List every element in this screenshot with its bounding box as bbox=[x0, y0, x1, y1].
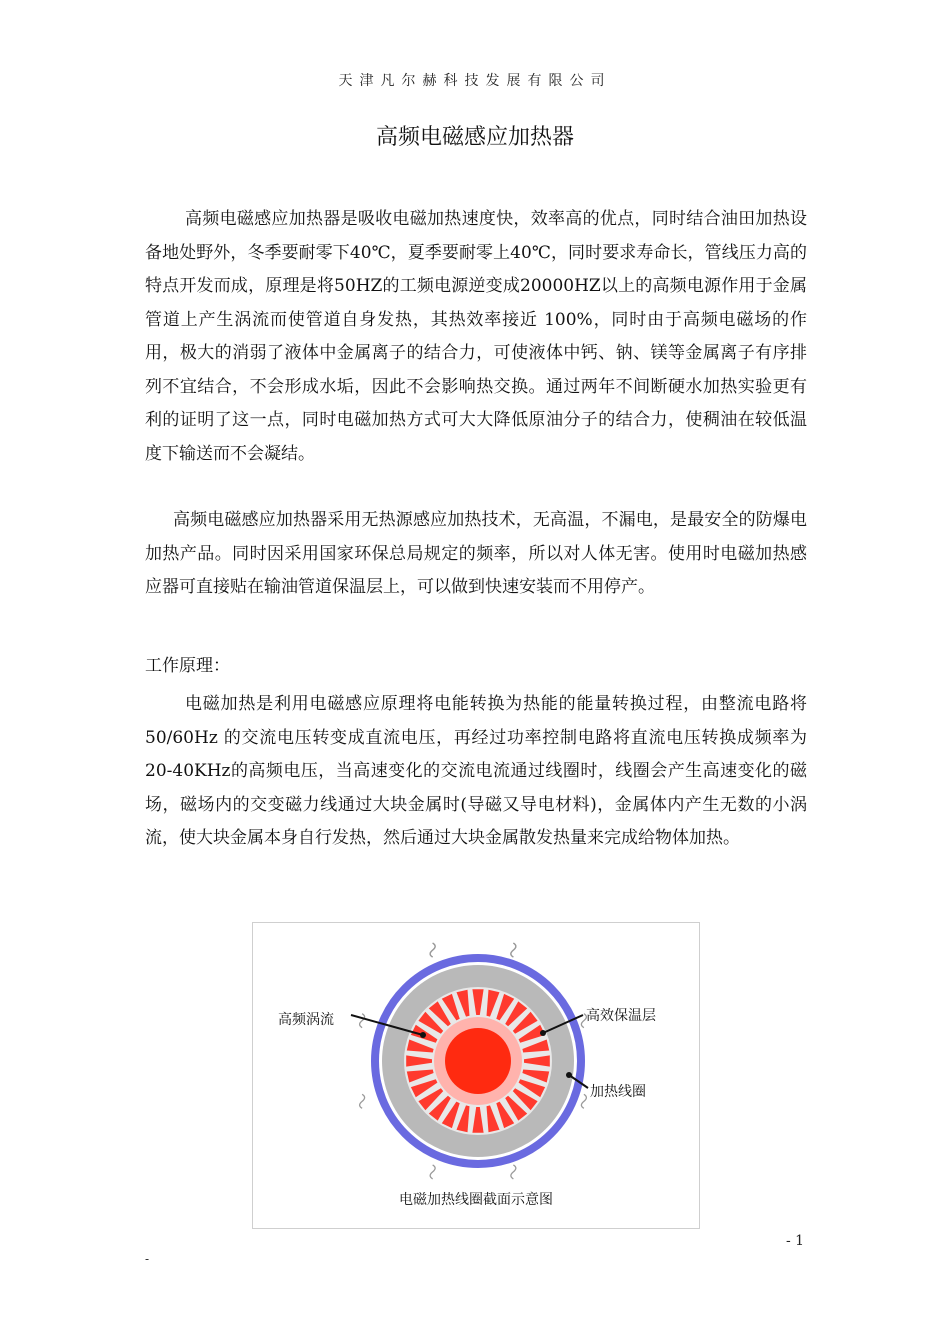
pointer-insulation-dot bbox=[540, 1030, 546, 1036]
page-number: - 1 bbox=[786, 1233, 805, 1249]
paragraph-intro: 高频电磁感应加热器是吸收电磁加热速度快，效率高的优点，同时结合油田加热设备地处野外，冬季要耐零下40℃，夏季要耐零上40℃，同时要求寿命长，管线压力高的特点开发而成，原理是将50HZ的工频电源逆变成20000HZ以上的高频电源作用于金属管道上产生涡流而使管道自身发热，其热效率接近 100%，同时由于高频电磁场的作用，极大的消弱了液体中金属离子的结合力，可使液体中钙、钠、镁等金属离子有序排列不宜结合，不会形成水垢，因此不会影响热交换。通过两年不间断硬水加热实验更有利的证明了这一点，同时电磁加热方式可大大降低原油分子的结合力，使稠油在较低温度下输送而不会凝结。 bbox=[145, 209, 807, 464]
heat-wave bbox=[511, 1165, 516, 1179]
document-title: 高频电磁感应加热器 bbox=[375, 125, 574, 150]
coil-diagram bbox=[253, 923, 699, 1228]
pointer-eddy-dot bbox=[420, 1032, 426, 1038]
heat-wave bbox=[360, 1094, 365, 1108]
label-heating-coil: 加热线圈 bbox=[590, 1084, 646, 1100]
section-heading-principle: 工作原理： bbox=[145, 656, 230, 676]
footer-dash: - bbox=[145, 1252, 150, 1266]
heat-wave bbox=[430, 943, 435, 957]
heat-wave bbox=[430, 1165, 435, 1179]
figure-caption: 电磁加热线圈截面示意图 bbox=[399, 1192, 553, 1208]
pipe-core bbox=[445, 1028, 511, 1094]
paragraph-safety: 高频电磁感应加热器采用无热源感应加热技术，无高温，不漏电，是最安全的防爆电加热产品。同时因采用国家环保总局规定的频率，所以对人体无害。使用时电磁加热感应器可直接贴在输油管道保温层上，可以做到快速安装而不用停产。 bbox=[145, 510, 807, 597]
heat-wave bbox=[581, 1094, 586, 1108]
label-eddy-current: 高频涡流 bbox=[278, 1012, 334, 1028]
heat-wave bbox=[511, 943, 516, 957]
heat-wave bbox=[360, 1014, 365, 1028]
pointer-coil-dot bbox=[566, 1072, 572, 1078]
company-header: 天津凡尔赫科技发展有限公司 bbox=[338, 73, 612, 89]
paragraph-principle: 电磁加热是利用电磁感应原理将电能转换为热能的能量转换过程，由整流电路将 50/60Hz 的交流电压转变成直流电压，再经过功率控制电路将直流电压转换成频率为20-40KHz的高频电压，当高速变化的交流电流通过线圈时，线圈会产生高速变化的磁场，磁场内的交变磁力线通过大块金属时(导磁又导电材料)，金属体内产生无数的小涡流，使大块金属本身自行发热，然后通过大块金属散发热量来完成给物体加热。 bbox=[145, 694, 807, 848]
label-insulation-layer: 高效保温层 bbox=[586, 1008, 656, 1024]
coil-cross-section-figure bbox=[252, 922, 700, 1229]
